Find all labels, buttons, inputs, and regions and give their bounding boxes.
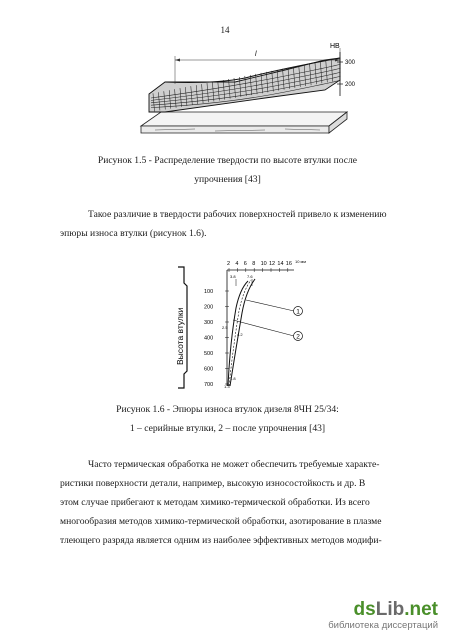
x-tick-label: 2 [227, 261, 231, 267]
value-label-3-8: 3.8 [230, 274, 236, 279]
dslib-watermark [328, 600, 438, 631]
watermark-brand-ds: ds [353, 599, 376, 620]
x-tick-label: 8 [252, 261, 256, 267]
value-label-7-6: 7.6 [247, 274, 253, 279]
value-label-4-2: 4.2 [237, 332, 243, 337]
value-label-1-3: 1.3 [224, 384, 230, 389]
watermark-brand-lib: Lib [375, 599, 405, 620]
figure-1-6-caption-line-2: 1 – серийные втулки, 2 – после упрочнения [43] [129, 423, 326, 434]
figure-1-6-caption-line-1: Рисунок 1.6 - Эпюры износа втулок дизеля 8ЧН 25/34: [116, 404, 339, 415]
figure-1-5-caption-line-1: Рисунок 1.5 - Распределение твердости по высоте втулки после [97, 155, 358, 166]
curve-1-label: 1 [296, 308, 300, 316]
x-axis-unit: 10 мм [295, 259, 307, 264]
y-tick-label: 500 [204, 351, 214, 357]
paragraph-2-line-2: ристики поверхности детали, например, высокую износостойкость и др. В [60, 478, 366, 489]
paragraph-2-line-5: тлеющего разряда является одним из наиболее эффективных методов модифи- [60, 535, 382, 546]
dimension-l-label: l [255, 51, 257, 58]
y-axis-title: Высота втулки [175, 307, 185, 365]
wear-diagram-figure [170, 253, 310, 393]
x-tick-label: 10 [260, 261, 267, 267]
hb-scale-label: HB [330, 43, 340, 50]
value-label-1-8: 1.8 [230, 376, 236, 381]
figure-1-5-caption-line-2: упрочнения [43] [194, 174, 261, 185]
y-tick-label: 400 [204, 335, 214, 342]
paragraph-2-line-3: этом случае прибегают к методам химико-термической обработки. Из всего [60, 497, 370, 508]
y-tick-label: 200 [204, 304, 214, 311]
y-tick-label: 700 [204, 382, 214, 388]
x-tick-label: 14 [277, 261, 284, 267]
watermark-brand-net: .net [404, 599, 438, 620]
hb-scale-300: 300 [345, 60, 356, 66]
paragraph-1-line-1: Такое различие в твердости рабочих поверхностей привело к изменению [88, 209, 387, 220]
y-tick-label: 600 [204, 366, 214, 373]
x-tick-label: 12 [269, 261, 276, 267]
paragraph-1-line-2: эпюры износа втулки (рисунок 1.6). [60, 228, 207, 239]
watermark-subtitle: библиотека диссертаций [328, 620, 438, 631]
x-tick-label: 4 [235, 261, 239, 267]
x-tick-label: 16 [285, 261, 292, 267]
watermark-brand [328, 600, 438, 620]
hardness-distribution-figure [135, 38, 360, 146]
page-number: 14 [220, 25, 230, 35]
paragraph-2-line-4: многообразия методов химико-термической обработки, азотирование в плазме [60, 516, 382, 527]
value-label-2-5: 2.5 [222, 325, 228, 330]
paragraph-2-line-1: Часто термическая обработка не может обеспечить требуемые характе- [88, 459, 380, 470]
curve-2-label: 2 [296, 333, 300, 341]
y-tick-label: 300 [204, 320, 214, 326]
x-tick-label: 6 [243, 261, 247, 267]
y-tick-label: 100 [204, 289, 214, 295]
hb-scale-200: 200 [345, 82, 356, 88]
